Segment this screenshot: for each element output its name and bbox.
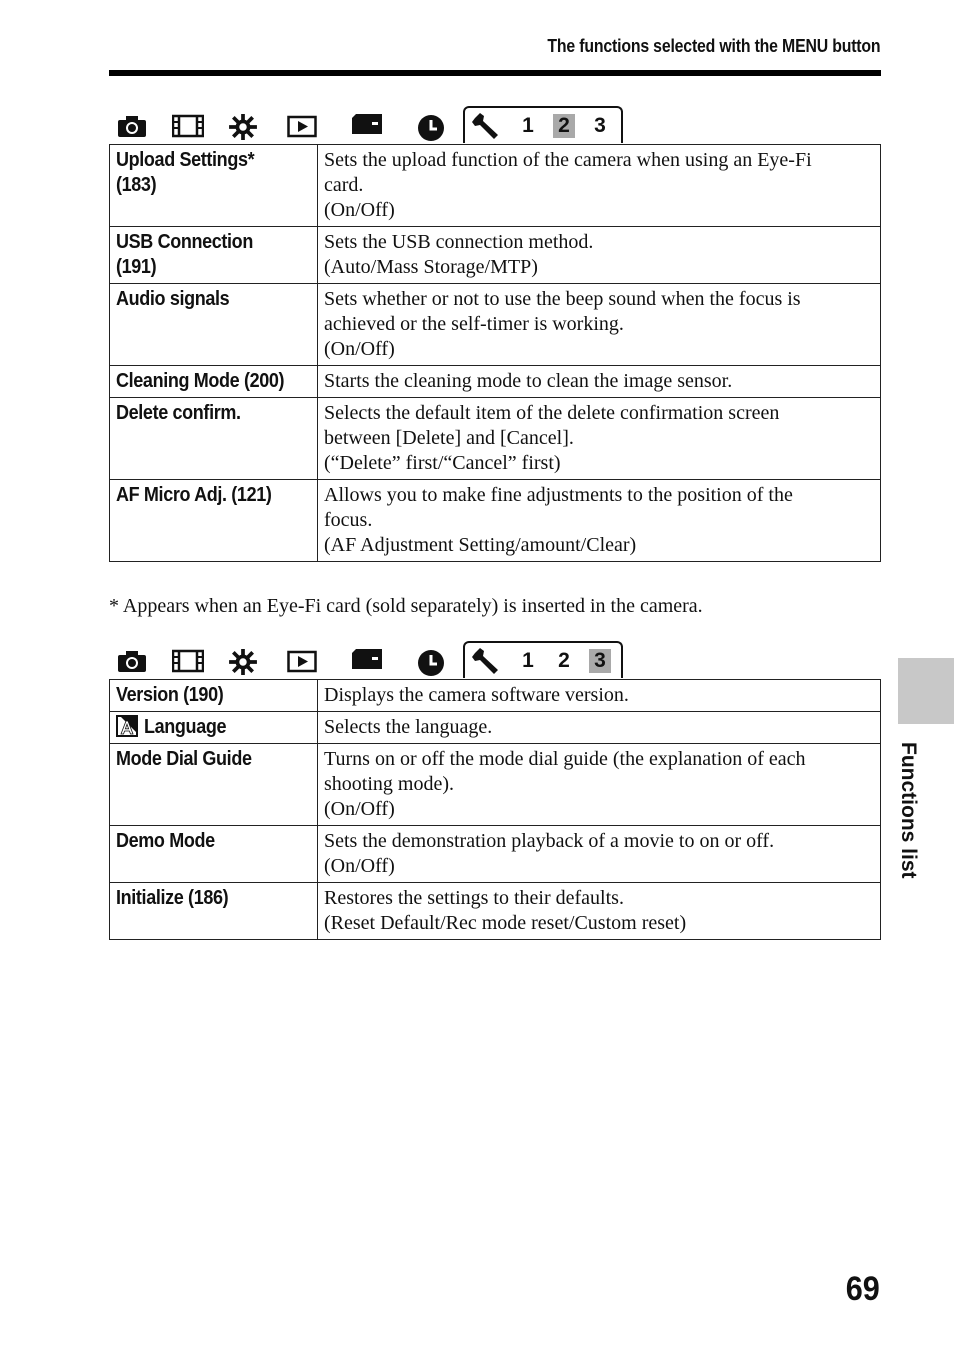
side-section-label-text: Functions list: [897, 742, 920, 879]
setting-description: (On/Off): [324, 798, 395, 820]
playback-icon: [287, 649, 317, 673]
setting-name-cell: [110, 883, 318, 940]
setting-name-text: Demo Mode: [116, 830, 215, 852]
setting-name: [116, 829, 311, 854]
setting-name-text: Version (190): [116, 684, 224, 706]
table-row: [110, 826, 881, 883]
table-row: [110, 680, 881, 712]
setting-description: Displays the camera software version.: [324, 684, 629, 706]
setting-name-text: Cleaning Mode (200): [116, 370, 285, 392]
setting-description-cell: [318, 744, 881, 826]
playback-icon: [287, 114, 317, 138]
setting-name-text: (183): [116, 174, 157, 196]
setting-description-cell: [318, 680, 881, 712]
setting-name-cell: [110, 398, 318, 480]
setting-description: (On/Off): [324, 338, 395, 360]
setting-description-cell: [318, 712, 881, 744]
setting-description-cell: [318, 883, 881, 940]
settings-table-page-3: [109, 679, 881, 940]
wrench-icon: [471, 112, 501, 140]
setting-description: Sets whether or not to use the beep sound when the focus is: [324, 288, 801, 310]
setting-description: Selects the language.: [324, 716, 493, 738]
table-row: [110, 480, 881, 562]
camera-icon: [117, 114, 147, 138]
settings-table-page-2: [109, 144, 881, 562]
clock-icon: [417, 114, 445, 142]
setting-description: between [Delete] and [Cancel].: [324, 427, 574, 449]
side-section-tab: [898, 658, 954, 724]
setting-description: card.: [324, 174, 364, 196]
table-row: [110, 398, 881, 480]
header-rule: [109, 70, 881, 76]
setting-name: [116, 148, 311, 173]
setting-name-cell: [110, 712, 318, 744]
setting-name-text: Mode Dial Guide: [116, 748, 252, 770]
table-row: [110, 744, 881, 826]
setting-name-cell: [110, 366, 318, 398]
setting-description: Starts the cleaning mode to clean the image sensor.: [324, 370, 733, 392]
setting-description-cell: [318, 366, 881, 398]
setting-name-text: Upload Settings*: [116, 149, 255, 171]
setting-name-cell: [110, 826, 318, 883]
setting-name: [116, 401, 311, 426]
page-number: 69: [845, 1270, 880, 1308]
tab-3: 3: [589, 649, 611, 673]
setting-name: [116, 369, 311, 394]
footnote: * Appears when an Eye-Fi card (sold separately) is inserted in the camera.: [109, 595, 703, 617]
setting-description-cell: [318, 284, 881, 366]
setting-description: Sets the USB connection method.: [324, 231, 594, 253]
memory-card-icon: [352, 114, 382, 136]
movie-icon: [172, 114, 204, 138]
movie-icon: [172, 649, 204, 673]
setting-name: [116, 230, 311, 255]
setting-description: Sets the upload function of the camera when using an Eye-Fi: [324, 149, 812, 171]
setting-name-text: AF Micro Adj. (121): [116, 484, 272, 506]
setting-name-cell: [110, 744, 318, 826]
setting-description: Allows you to make fine adjustments to the position of the: [324, 484, 793, 506]
setting-name: [116, 683, 311, 708]
setting-name: [116, 483, 311, 508]
setup-tab-group: [463, 641, 623, 678]
table-row: [110, 227, 881, 284]
wrench-icon: [471, 647, 501, 675]
setting-description-cell: [318, 227, 881, 284]
setting-name-text: (191): [116, 256, 157, 278]
side-section-label: [896, 742, 920, 882]
setting-description: (On/Off): [324, 199, 395, 221]
tab-3: 3: [594, 114, 606, 137]
tab-2: 2: [553, 114, 575, 138]
setting-description: Sets the demonstration playback of a movie to on or off.: [324, 830, 775, 852]
setting-name: [116, 287, 311, 312]
gear-icon: [229, 649, 257, 675]
setting-name: [116, 747, 311, 772]
setting-description: Selects the default item of the delete confirmation screen: [324, 402, 780, 424]
setting-description-cell: [318, 826, 881, 883]
setting-description: focus.: [324, 509, 373, 531]
menu-tab-row-1: [109, 106, 629, 144]
setting-description: (On/Off): [324, 855, 395, 877]
setting-name: [116, 173, 311, 198]
setting-name-cell: [110, 480, 318, 562]
setting-name-cell: [110, 227, 318, 284]
setting-name-cell: [110, 145, 318, 227]
setting-name: [116, 886, 311, 911]
setting-description: shooting mode).: [324, 773, 454, 795]
setting-name: [116, 255, 311, 280]
setting-name-text: USB Connection: [116, 231, 253, 253]
setting-description: Turns on or off the mode dial guide (the explanation of each: [324, 748, 806, 770]
tab-2: 2: [558, 649, 570, 672]
setting-name: [116, 715, 311, 740]
setting-description-cell: [318, 480, 881, 562]
setting-name-cell: [110, 284, 318, 366]
setting-name-text: Audio signals: [116, 288, 230, 310]
setting-description: (Auto/Mass Storage/MTP): [324, 256, 538, 278]
clock-icon: [417, 649, 445, 677]
setting-description: achieved or the self-timer is working.: [324, 313, 624, 335]
camera-icon: [117, 649, 147, 673]
language-icon: [116, 715, 138, 737]
setting-description: (“Delete” first/“Cancel” first): [324, 452, 561, 474]
tab-1: 1: [522, 649, 534, 672]
setting-description: (Reset Default/Rec mode reset/Custom reset): [324, 912, 687, 934]
table-row: [110, 883, 881, 940]
page-header-title: The functions selected with the MENU button: [547, 36, 880, 56]
memory-card-icon: [352, 649, 382, 671]
gear-icon: [229, 114, 257, 140]
setting-name-text: Delete confirm.: [116, 402, 241, 424]
table-row: [110, 366, 881, 398]
setting-description-cell: [318, 398, 881, 480]
setting-name-cell: [110, 680, 318, 712]
table-row: [110, 712, 881, 744]
setting-name-text: Initialize (186): [116, 887, 229, 909]
setup-tab-group: [463, 106, 623, 143]
table-row: [110, 145, 881, 227]
table-row: [110, 284, 881, 366]
setting-name-text: Language: [144, 716, 227, 738]
menu-tab-row-2: [109, 641, 629, 679]
setting-description: (AF Adjustment Setting/amount/Clear): [324, 534, 637, 556]
setting-description-cell: [318, 145, 881, 227]
tab-1: 1: [522, 114, 534, 137]
setting-description: Restores the settings to their defaults.: [324, 887, 624, 909]
